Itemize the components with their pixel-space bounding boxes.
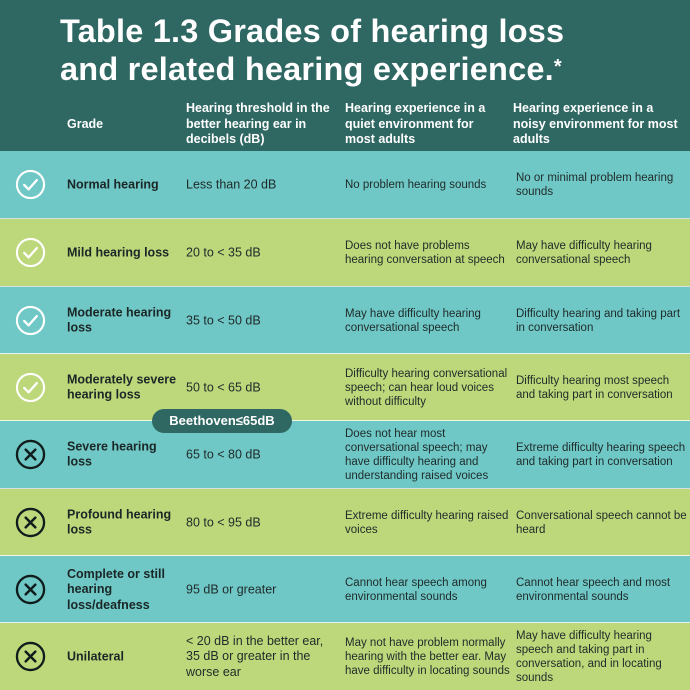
table-row [0,151,690,218]
noisy-cell: Difficulty hearing and taking part in conversation [516,307,681,334]
check-circle-icon [15,305,46,336]
quiet-cell: Does not have problems hearing conversation at speech [345,239,505,266]
noisy-cell: May have difficulty hearing speech and taking part in conversation, and in locating sounds [516,629,662,684]
title-block [0,0,690,95]
title-line-1: Table 1.3 Grades of hearing loss [60,13,565,49]
noisy-cell: May have difficulty hearing conversational speech [516,239,652,266]
noisy-cell: Difficulty hearing most speech and taking part in conversation [516,374,673,401]
threshold-cell: < 20 dB in the better ear, 35 dB or greater in the worse ear [186,633,324,679]
grade-cell: Unilateral [67,648,124,663]
header-threshold: Hearing threshold in the better hearing ear in decibels (dB) [186,101,330,146]
threshold-cell: 20 to < 35 dB [186,244,261,259]
table-row [0,489,690,556]
grade-cell: Profound hearing loss [67,507,172,537]
quiet-cell: Cannot hear speech among environmental sounds [345,576,487,603]
title-line-2: and related hearing experience. [60,51,554,87]
table-row [0,354,690,421]
x-circle-icon [15,641,46,672]
noisy-cell: Extreme difficulty hearing speech and taking part in conversation [516,441,686,468]
threshold-cell: 35 to < 50 dB [186,312,261,327]
quiet-cell: Difficulty hearing conversational speech; can hear loud voices without difficulty [345,367,508,408]
quiet-cell: May not have problem normally hearing with the better ear. May have difficulty in locating sounds [345,636,510,677]
header-noisy: Hearing experience in a noisy environment for most adults [513,101,678,146]
table-row [0,421,690,488]
quiet-cell: No problem hearing sounds [345,178,487,191]
threshold-cell: Less than 20 dB [186,176,277,191]
x-circle-icon [15,439,46,470]
table-row [0,623,690,690]
table-row [0,556,690,623]
x-circle-icon [15,574,46,605]
threshold-cell: 95 dB or greater [186,581,277,596]
grade-cell: Complete or still hearing loss/deafness [67,566,165,612]
threshold-cell: 80 to < 95 dB [186,514,261,529]
threshold-cell: 50 to < 65 dB [186,379,261,394]
quiet-cell: May have difficulty hearing conversational speech [345,307,481,334]
noisy-cell: Cannot hear speech and most environmental sounds [516,576,671,603]
grade-cell: Mild hearing loss [67,244,170,259]
x-circle-icon [15,507,46,538]
header-quiet: Hearing experience in a quiet environment for most adults [345,101,486,146]
check-circle-icon [15,169,46,200]
table-header [0,95,690,151]
grade-cell: Severe hearing loss [67,439,157,469]
grade-cell: Moderately severe hearing loss [67,372,177,402]
quiet-cell: Extreme difficulty hearing raised voices [345,509,509,536]
noisy-cell: Conversational speech cannot be heard [516,509,687,536]
table-row [0,287,690,354]
page-title [60,12,680,88]
header-grade: Grade [67,117,104,131]
noisy-cell: No or minimal problem hearing sounds [516,171,674,198]
grade-cell: Normal hearing [67,176,159,191]
check-circle-icon [15,372,46,403]
beethoven-badge: Beethoven≤65dB [152,409,292,433]
check-circle-icon [15,237,46,268]
title-asterisk: * [553,56,562,78]
grade-cell: Moderate hearing loss [67,305,172,335]
quiet-cell: Does not hear most conversational speech; may have difficulty hearing and understanding raised voices [345,427,489,482]
threshold-cell: 65 to < 80 dB [186,446,261,461]
table-row [0,219,690,286]
